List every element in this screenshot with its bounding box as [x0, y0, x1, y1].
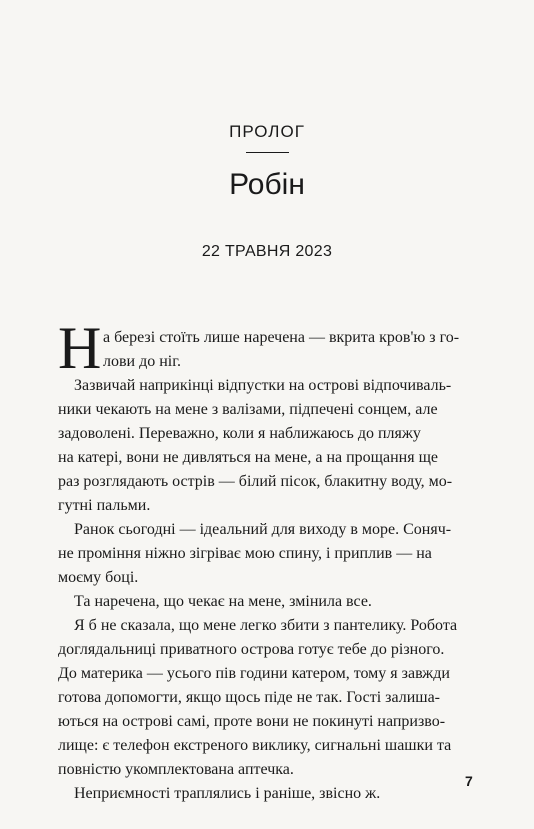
text-line: доглядальниці приватного острова готує тебе до різного. [58, 641, 445, 658]
section-label: ПРОЛОГ [229, 122, 305, 141]
text-line: Зазвичай наприкінці відпустки на острові відпочиваль- [74, 377, 452, 394]
text-line: готова допомогти, якщо щось піде не так. Гості залиша- [58, 689, 441, 706]
text-line: До материка — усього пів години катером, тому я завжди [58, 665, 450, 682]
text-line: а березі стоїть лише наречена — вкрита кров'ю з го- [103, 329, 460, 346]
drop-cap: Н [58, 315, 102, 381]
page-number: 7 [465, 773, 473, 789]
chapter-date: 22 ТРАВНЯ 2023 [201, 243, 333, 260]
text-line: на катері, вони не дивляться на мене, а на прощання ще [58, 449, 439, 466]
chapter-title: Робін [229, 168, 305, 201]
text-line: ники чекають на мене з валізами, підпечені сонцем, але [58, 401, 438, 418]
text-line: лови до ніг. [103, 353, 182, 370]
text-line: Ранок сьогодні — ідеальний для виходу в море. Соняч- [74, 521, 452, 538]
text-line: лище: є телефон екстреного виклику, сигнальні шашки та [58, 737, 452, 754]
text-line: повністю укомплектована аптечка. [58, 761, 294, 778]
text-line: Неприємності траплялись і раніше, звісно ж. [74, 785, 381, 802]
text-line: гутні пальми. [58, 497, 151, 514]
text-line: Та наречена, що чекає на мене, змінила все. [74, 593, 372, 610]
text-line: раз розглядають острів — білий пісок, блакитну воду, мо- [58, 473, 453, 490]
title-divider [246, 152, 289, 153]
text-line: не проміння ніжно зігріває мою спину, і приплив — на [58, 545, 432, 562]
text-line: ються на острові самі, проте вони не покинуті напризво- [58, 713, 446, 730]
text-line: Я б не сказала, що мене легко збити з пантелику. Робота [74, 617, 458, 634]
text-line: задоволені. Переважно, коли я наближаюсь до пляжу [58, 425, 421, 442]
text-line: моєму боці. [58, 569, 139, 586]
